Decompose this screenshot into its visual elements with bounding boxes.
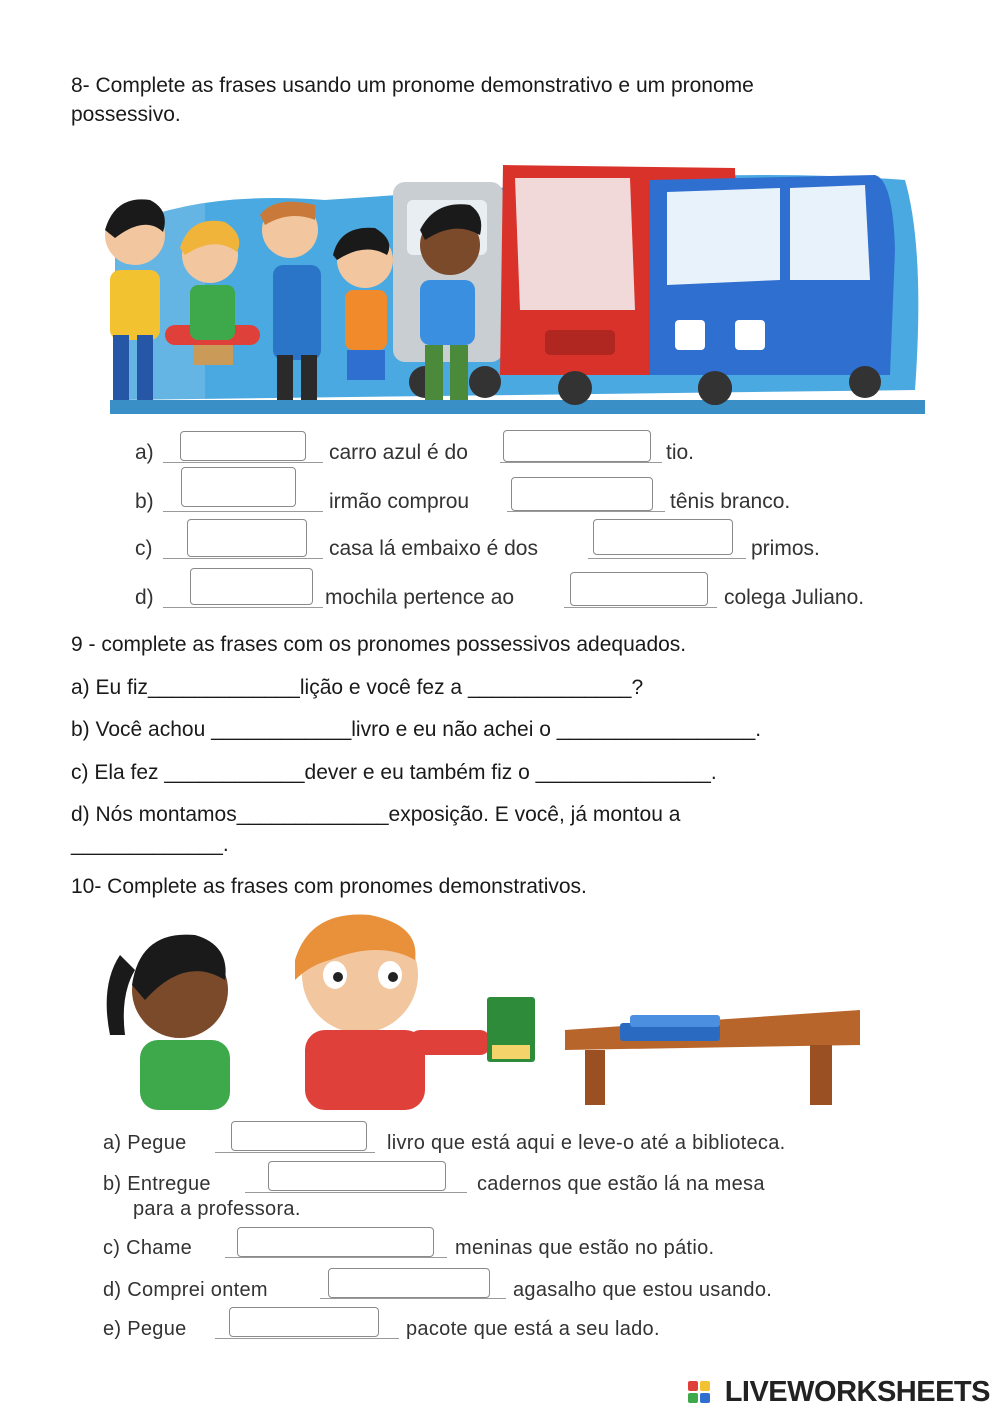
q10-item-b-post: cadernos que estão lá na mesa: [477, 1173, 765, 1195]
q10-item-a-post: livro que está aqui e leve-o até a biblioteca.: [387, 1132, 786, 1154]
q9-line-d: d) Nós montamos_____________exposição. E você, já montou a: [71, 803, 681, 826]
liveworksheets-logo-icon: [688, 1381, 710, 1403]
kids-vehicles-illustration: [75, 160, 930, 425]
q9-line-a: a) Eu fiz_____________lição e você fez a ______________?: [71, 676, 644, 699]
q10-item-d-line: [320, 1298, 506, 1299]
q10-item-c-pre: c) Chame: [103, 1237, 193, 1259]
liveworksheets-logo[interactable]: LIVEWORKSHEETS: [724, 1376, 990, 1408]
q8-title-line1: 8- Complete as frases usando um pronome demonstrativo e um pronome: [71, 74, 754, 97]
q8-item-a-mid: carro azul é do: [329, 441, 468, 464]
kids-book-desk-illustration: [90, 905, 870, 1110]
q10-item-c-line: [225, 1257, 447, 1258]
q8-title: [71, 71, 754, 129]
q8-item-c-mid: casa lá embaixo é dos: [329, 537, 538, 560]
q8-item-a-line1: [163, 462, 323, 463]
q10-item-e-pre: e) Pegue: [103, 1318, 187, 1340]
q8-item-c-line2: [588, 558, 746, 559]
q10-title: 10- Complete as frases com pronomes demonstrativos.: [71, 875, 587, 898]
q8-title-line2: possessivo.: [71, 103, 181, 126]
q8-item-b-line2: [507, 511, 665, 512]
q8-item-b-end: tênis branco.: [670, 490, 791, 513]
q10-item-d-post: agasalho que estou usando.: [513, 1279, 773, 1301]
q10-item-a-pre: a) Pegue: [103, 1132, 187, 1154]
q9-line-d-cont: _____________.: [71, 833, 229, 856]
q8-item-b-letter: b): [135, 490, 154, 513]
q9-line-b: b) Você achou ____________livro e eu não achei o _________________.: [71, 718, 762, 741]
q10-item-b-cont: para a professora.: [133, 1198, 301, 1220]
q9-title: 9 - complete as frases com os pronomes possessivos adequados.: [71, 633, 687, 656]
q10-item-b-pre: b) Entregue: [103, 1173, 211, 1195]
q10-item-d-input[interactable]: [328, 1268, 490, 1298]
q8-item-c-end: primos.: [751, 537, 820, 560]
q8-item-b-input2[interactable]: [511, 477, 653, 511]
q10-item-c-post: meninas que estão no pátio.: [455, 1237, 715, 1259]
q10-item-d-pre: d) Comprei ontem: [103, 1279, 268, 1301]
q8-item-c-input1[interactable]: [187, 519, 307, 557]
q8-item-a-line2: [500, 462, 662, 463]
q8-item-a-end: tio.: [666, 441, 695, 464]
q8-item-a-letter: a): [135, 441, 154, 464]
q10-item-e-input[interactable]: [229, 1307, 379, 1337]
q9-line-c: c) Ela fez ____________dever e eu também fiz o _______________.: [71, 761, 717, 784]
q10-item-b-line: [245, 1192, 467, 1193]
q8-item-b-line1: [163, 511, 323, 512]
q8-item-c-input2[interactable]: [593, 519, 733, 555]
q8-item-d-line2: [564, 607, 717, 608]
q8-item-c-line1: [163, 558, 323, 559]
q10-item-c-input[interactable]: [237, 1227, 434, 1257]
q10-item-a-line: [215, 1152, 375, 1153]
q8-item-a-input2[interactable]: [503, 430, 651, 462]
q8-item-d-letter: d): [135, 586, 154, 609]
q10-item-a-input[interactable]: [231, 1121, 367, 1151]
q8-item-a-input1[interactable]: [180, 431, 306, 461]
q8-item-c-letter: c): [135, 537, 153, 560]
q10-item-e-post: pacote que está a seu lado.: [406, 1318, 660, 1340]
q8-item-d-line1: [163, 607, 323, 608]
q10-item-e-line: [215, 1338, 399, 1339]
q8-item-b-input1[interactable]: [181, 467, 296, 507]
q8-item-d-end: colega Juliano.: [724, 586, 865, 609]
q8-item-d-input1[interactable]: [190, 568, 313, 605]
q10-item-b-input[interactable]: [268, 1161, 446, 1191]
q8-item-d-input2[interactable]: [570, 572, 708, 606]
q8-item-b-mid: irmão comprou: [329, 490, 470, 513]
q8-item-d-mid: mochila pertence ao: [325, 586, 515, 609]
